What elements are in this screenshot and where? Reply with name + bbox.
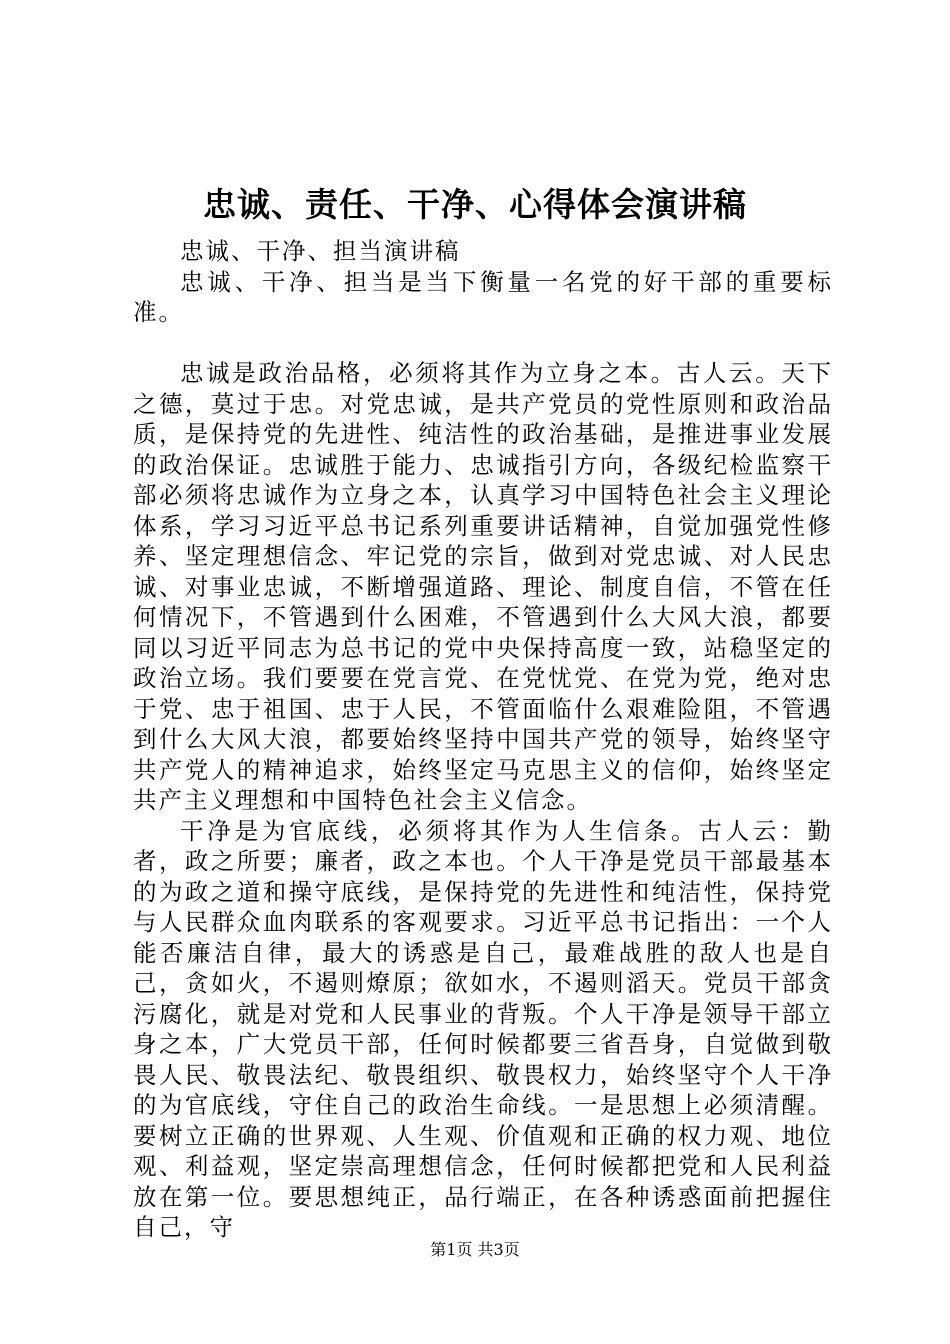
page-number-footer: 第1页 共3页 [430,1240,520,1259]
paragraph-gap [133,328,833,359]
intro-paragraph: 忠诚、干净、担当是当下衡量一名党的好干部的重要标准。 [133,267,833,326]
document-body [133,236,833,1243]
subtitle-paragraph: 忠诚、干净、担当演讲稿 [180,237,461,265]
integrity-paragraph: 干净是为官底线，必须将其作为人生信条。古人云：勤者，政之所要；廉者，政之本也。个人干净是党员干部最基本的为政之道和操守底线，是保持党的先进性和纯洁性，保持党与人民群众血肉联系的客观要求。习近平总书记指出：一个人能否廉洁自律，最大的诱惑是自己，最难战胜的敌人也是自己，贪如火，不遏则燎原；欲如水，不遏则滔天。党员干部贪污腐化，就是对党和人民事业的背叛。个人干净是领导干部立身之本，广大党员干部，任何时候都要三省吾身，自觉做到敬畏人民、敬畏法纪、敬畏组织、敬畏权力，始终坚守个人干净的为官底线，守住自己的政治生命线。一是思想上必须清醒。要树立正确的世界观、人生观、价值观和正确的权力观、地位观、利益观，坚定崇高理想信念，任何时候都把党和人民利益放在第一位。要思想纯正，品行端正，在各种诱惑面前把握住自己，守 [133,816,833,1241]
loyalty-paragraph: 忠诚是政治品格，必须将其作为立身之本。古人云。天下之德，莫过于忠。对党忠诚，是共产党员的党性原则和政治品质，是保持党的先进性、纯洁性的政治基础，是推进事业发展的政治保证。忠诚胜于能力、忠诚指引方向，各级纪检监察干部必须将忠诚作为立身之本，认真学习中国特色社会主义理论体系，学习习近平总书记系列重要讲话精神，自觉加强党性修养、坚定理想信念、牢记党的宗旨，做到对党忠诚、对人民忠诚、对事业忠诚，不断增强道路、理论、制度自信，不管在任何情况下，不管遇到什么困难，不管遇到什么大风大浪，都要同以习近平同志为总书记的党中央保持高度一致，站稳坚定的政治立场。我们要要在党言党、在党忧党、在党为党，绝对忠于党、忠于祖国、忠于人民，不管面临什么艰难险阻，不管遇到什么大风大浪，都要始终坚持中国共产党的领导，始终坚守共产党人的精神追求，始终坚定马克思主义的信仰，始终坚定共产主义理想和中国特色社会主义信念。 [133,359,833,814]
document-title: 忠诚、责任、干净、心得体会演讲稿 [203,185,747,224]
